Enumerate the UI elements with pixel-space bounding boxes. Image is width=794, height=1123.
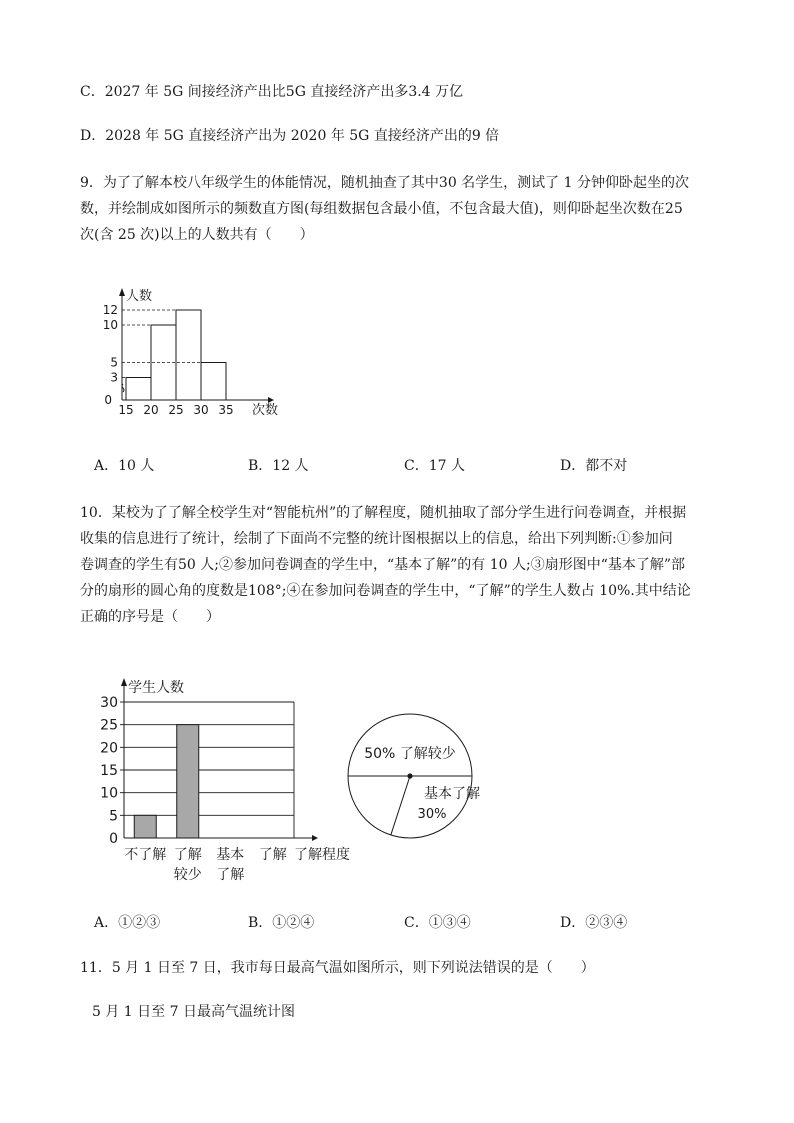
x-tick-label: 35 (218, 403, 234, 417)
category-label: 不了解 (124, 847, 167, 863)
y-axis-label: 人数 (126, 289, 153, 304)
y-tick-label: 3 (110, 370, 118, 385)
category-label: 了解 (173, 847, 202, 863)
x-tick-label: 25 (168, 403, 184, 417)
x-axis-label: 了解程度 (294, 847, 350, 863)
x-tick-label: 15 (118, 403, 134, 417)
q8-option-d: D．2028 年 5G 直接经济产出为 2020 年 5G 直接经济产出的9 倍 (80, 128, 500, 144)
q10-stem-line: 分的扇形的圆心角的度数是108°;④在参加问卷调查的学生中，“了解”的学生人数占 10%.其中结论 (80, 583, 691, 599)
histogram-bar (126, 378, 151, 401)
pie-label: 基本了解 (424, 786, 480, 802)
y-axis-arrow (121, 678, 127, 686)
q9-option-d: D．都不对 (560, 458, 628, 474)
q10-stem-line: 卷调查的学生有50 人;②参加问卷调查的学生中，“基本了解”的有 10 人;③扇形图中“基本了解”部 (80, 557, 686, 573)
y-tick-label: 10 (102, 318, 118, 332)
q10-option-c: C．①③④ (404, 915, 471, 931)
pie-value-label: 30% (417, 807, 447, 822)
q9-stem (80, 170, 720, 248)
q9-stem-line: 9．为了了解本校八年级学生的体能情况，随机抽查了其中30 名学生，测试了 1 分钟仰卧起坐的次 (80, 175, 689, 191)
q10-option-a: A．①②③ (94, 915, 161, 931)
pie-label: 50% 了解较少 (364, 746, 456, 762)
q9-option-b: B．12 人 (248, 458, 309, 474)
origin-label: 0 (104, 393, 112, 407)
q10-stem-line: 10．某校为了了解全校学生对“智能杭州”的了解程度，随机抽取了部分学生进行问卷调查，并根据 (80, 505, 687, 521)
category-label: 了解 (258, 847, 287, 863)
q11-chart-caption: 5 月 1 日至 7 日最高气温统计图 (92, 1004, 295, 1020)
y-tick-label: 0 (109, 831, 118, 847)
y-tick-label: 12 (102, 303, 118, 317)
histogram-chart (100, 282, 290, 422)
category-label: 较少 (173, 867, 202, 882)
histogram-bar (201, 363, 226, 401)
category-label: 基本 (216, 847, 245, 863)
y-tick-label: 25 (100, 717, 118, 734)
y-tick-label: 10 (100, 785, 118, 802)
q9-stem-line: 数，并绘制成如图所示的频数直方图(每组数据包含最小值，不包含最大值)，则仰卧起坐次数在25 (80, 201, 683, 217)
y-tick-label: 5 (110, 355, 118, 370)
category-label: 了解 (216, 867, 245, 882)
x-tick-label: 20 (143, 403, 159, 417)
survey-pie-chart (340, 708, 480, 848)
q10-option-d: D．②③④ (560, 915, 628, 931)
histogram-bar (176, 310, 201, 400)
x-tick-label: 30 (193, 403, 209, 417)
x-axis-label: 次数 (252, 403, 279, 418)
x-axis-arrow (312, 835, 318, 841)
y-tick-label: 15 (100, 763, 118, 779)
y-axis-arrow (119, 288, 125, 296)
q10-stem-line: 收集的信息进行了统计，绘制了下面尚不完整的统计图根据以上的信息，给出下列判断:①参加问 (80, 531, 673, 547)
survey-bar (177, 725, 199, 838)
survey-bar-chart (96, 672, 366, 882)
q11-stem: 11．5 月 1 日至 7 日，我市每日最高气温如图所示，则下列说法错误的是（ ） (80, 960, 595, 976)
q8-option-c: C．2027 年 5G 间接经济产出比5G 直接经济产出多3.4 万亿 (80, 84, 464, 100)
q9-option-a: A．10 人 (94, 458, 155, 474)
q10-stem-line: 正确的序号是（ ） (80, 609, 220, 625)
q9-stem-line: 次(含 25 次)以上的人数共有（ ） (80, 227, 314, 243)
pie-center (407, 773, 412, 778)
y-tick-label: 20 (100, 740, 118, 757)
y-tick-label: 30 (100, 695, 118, 711)
y-tick-label: 5 (109, 808, 118, 825)
q9-option-c: C．17 人 (404, 458, 465, 474)
q10-stem (80, 500, 720, 630)
q10-option-b: B．①②④ (248, 915, 315, 931)
y-axis-label: 学生人数 (128, 680, 184, 696)
survey-bar (134, 815, 156, 838)
